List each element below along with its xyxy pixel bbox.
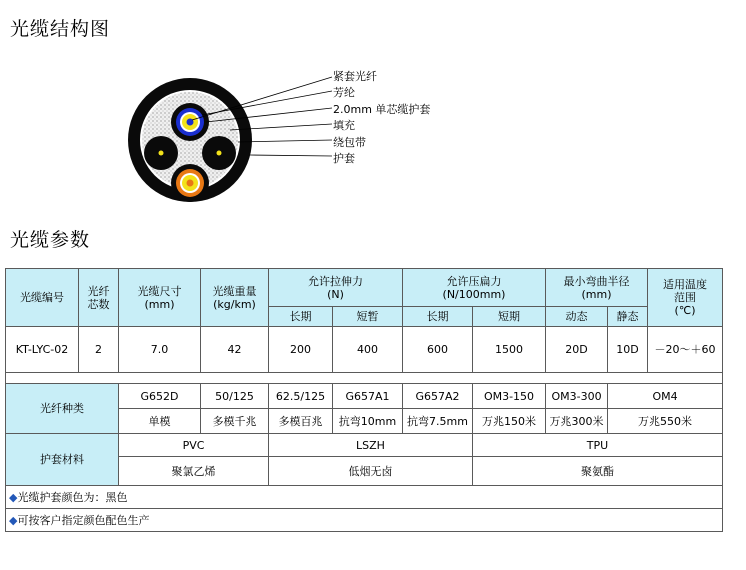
cell-tensile-short: 400 <box>333 327 403 373</box>
fiber-code: G652D <box>119 384 201 409</box>
table-row <box>6 327 723 373</box>
subheader-tensile-short: 短暂 <box>333 307 403 327</box>
subheader-crush-short: 短期 <box>473 307 546 327</box>
subheader-crush-long: 长期 <box>403 307 473 327</box>
spacer-row <box>6 373 723 384</box>
header-row <box>6 269 723 307</box>
header-bend-radius: 最小弯曲半径 (mm) <box>546 269 648 307</box>
fiber-types-label: 光纤种类 <box>6 384 119 434</box>
note-row <box>6 509 723 532</box>
fiber-code: 62.5/125 <box>269 384 333 409</box>
cell-crush-long: 600 <box>403 327 473 373</box>
cell-bend-static: 10D <box>608 327 648 373</box>
fiber-code: G657A2 <box>403 384 473 409</box>
filler-rod-left <box>144 136 178 170</box>
callout-filler: 填充 <box>333 119 355 132</box>
fiber-name: 抗弯7.5mm <box>403 409 473 434</box>
structure-title: 光缆结构图 <box>10 18 111 40</box>
fiber-code: OM4 <box>608 384 723 409</box>
cell-bend-dynamic: 20D <box>546 327 608 373</box>
cell-weight: 42 <box>201 327 269 373</box>
fiber-name: 万兆300米 <box>546 409 608 434</box>
fiber-name: 抗弯10mm <box>333 409 403 434</box>
note-row <box>6 486 723 509</box>
subheader-bend-static: 静态 <box>608 307 648 327</box>
fiber-code: OM3-300 <box>546 384 608 409</box>
fiber-code: OM3-150 <box>473 384 546 409</box>
header-cable-no: 光缆编号 <box>6 269 79 327</box>
tight-buffered-fiber-top <box>171 103 209 141</box>
fiber-name: 多模千兆 <box>201 409 269 434</box>
cell-cable-no: KT-LYC-02 <box>6 327 79 373</box>
sheath-code: LSZH <box>269 434 473 457</box>
header-crush: 允许压扁力 (N/100mm) <box>403 269 546 307</box>
sheath-name: 低烟无卤 <box>269 457 473 486</box>
cell-temperature: －20～＋60 <box>648 327 723 373</box>
header-fiber-count: 光纤 芯数 <box>79 269 119 327</box>
header-tensile: 允许拉伸力 (N) <box>269 269 403 307</box>
fiber-code: G657A1 <box>333 384 403 409</box>
diamond-bullet-icon: ◆ <box>9 490 18 504</box>
fiber-name: 万兆150米 <box>473 409 546 434</box>
cell-tensile-long: 200 <box>269 327 333 373</box>
header-weight: 光缆重量 (kg/km) <box>201 269 269 327</box>
filler-rod-right <box>202 136 236 170</box>
note-custom-color: ◆可按客户指定颜色配色生产 <box>6 509 723 532</box>
cell-fiber-count: 2 <box>79 327 119 373</box>
fiber-name: 单模 <box>119 409 201 434</box>
cable-cross-section-diagram <box>120 60 460 220</box>
subheader-bend-dynamic: 动态 <box>546 307 608 327</box>
header-temperature: 适用温度 范围 (℃) <box>648 269 723 327</box>
sheath-name: 聚氯乙烯 <box>119 457 269 486</box>
callout-sheath: 护套 <box>333 152 355 165</box>
callout-aramid: 芳纶 <box>333 86 355 99</box>
parameters-title: 光缆参数 <box>10 229 91 251</box>
fiber-code: 50/125 <box>201 384 269 409</box>
fiber-name: 多模百兆 <box>269 409 333 434</box>
note-sheath-color: ◆光缆护套颜色为：黑色 <box>6 486 723 509</box>
subheader-tensile-long: 长期 <box>269 307 333 327</box>
callout-single-core-jacket: 2.0mm 单芯缆护套 <box>333 103 431 116</box>
fiber-name: 万兆550米 <box>608 409 723 434</box>
sheath-code-row <box>6 434 723 457</box>
sheath-name: 聚氨酯 <box>473 457 723 486</box>
callout-tight-fiber: 紧套光纤 <box>333 70 377 83</box>
diamond-bullet-icon: ◆ <box>9 513 18 527</box>
sheath-materials-label: 护套材料 <box>6 434 119 486</box>
cell-size: 7.0 <box>119 327 201 373</box>
cable-spec-table <box>5 268 723 532</box>
cell-crush-short: 1500 <box>473 327 546 373</box>
tight-buffered-fiber-bottom <box>171 164 209 202</box>
sheath-code: PVC <box>119 434 269 457</box>
callout-wrap-tape: 绕包带 <box>333 136 366 149</box>
fiber-type-code-row <box>6 384 723 409</box>
header-size: 光缆尺寸 (mm) <box>119 269 201 327</box>
sheath-code: TPU <box>473 434 723 457</box>
